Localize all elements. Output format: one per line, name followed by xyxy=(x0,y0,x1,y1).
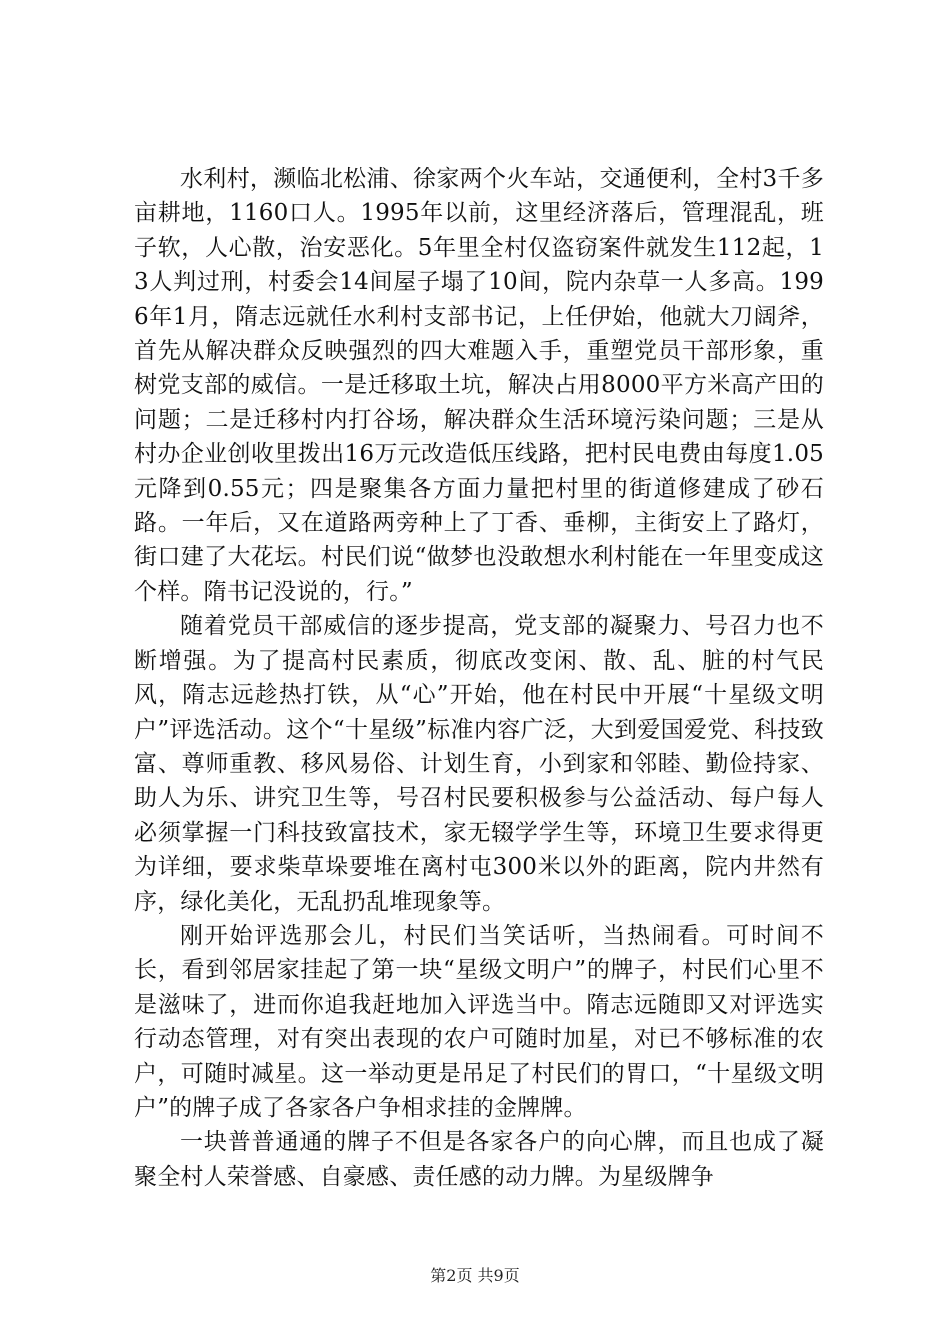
paragraph-1: 水利村，濒临北松浦、徐家两个火车站，交通便利，全村3千多亩耕地，1160口人。1995年以前，这里经济落后，管理混乱，班子软，人心散，治安恶化。5年里全村仅盗窃案件就发生112起，13人判过刑，村委会14间屋子塌了10间，院内杂草一人多高。1996年1月，隋志远就任水利村支部书记，上任伊始，他就大刀阔斧，首先从解决群众反映强烈的四大难题入手，重塑党员干部形象，重树党支部的威信。一是迁移取土坑，解决占用8000平方米高产田的问题；二是迁移村内打谷场，解决群众生活环境污染问题；三是从村办企业创收里拨出16万元改造低压线路，把村民电费由每度1.05元降到0.55元；四是聚集各方面力量把村里的街道修建成了砂石路。一年后，又在道路两旁种上了丁香、垂柳，主街安上了路灯，街口建了大花坛。村民们说“做梦也没敢想水利村能在一年里变成这个样。隋书记没说的，行。” xyxy=(134,166,824,605)
document-body xyxy=(134,162,824,1194)
paragraph-4: 一块普普通通的牌子不但是各家各户的向心牌，而且也成了凝聚全村人荣誉感、自豪感、责任感的动力牌。为星级牌争 xyxy=(134,1129,824,1190)
page-number-footer: 第2页 共9页 xyxy=(430,1266,520,1285)
paragraph-3: 刚开始评选那会儿，村民们当笑话听，当热闹看。可时间不长，看到邻居家挂起了第一块“星级文明户”的牌子，村民们心里不是滋味了，进而你追我赶地加入评选当中。隋志远随即又对评选实行动态管理，对有突出表现的农户可随时加星，对已不够标准的农户，可随时减星。这一举动更是吊足了村民们的胃口，“十星级文明户”的牌子成了各家各户争相求挂的金牌牌。 xyxy=(134,922,824,1121)
paragraph-2: 随着党员干部威信的逐步提高，党支部的凝聚力、号召力也不断增强。为了提高村民素质，彻底改变闲、散、乱、脏的村气民风，隋志远趁热打铁，从“心”开始，他在村民中开展“十星级文明户”评选活动。这个“十星级”标准内容广泛，大到爱国爱党、科技致富、尊师重教、移风易俗、计划生育，小到家和邻睦、勤俭持家、助人为乐、讲究卫生等，号召村民要积极参与公益活动、每户每人必须掌握一门科技致富技术，家无辍学学生等，环境卫生要求得更为详细，要求柴草垛要堆在离村屯300米以外的距离，院内井然有序，绿化美化，无乱扔乱堆现象等。 xyxy=(134,613,824,915)
